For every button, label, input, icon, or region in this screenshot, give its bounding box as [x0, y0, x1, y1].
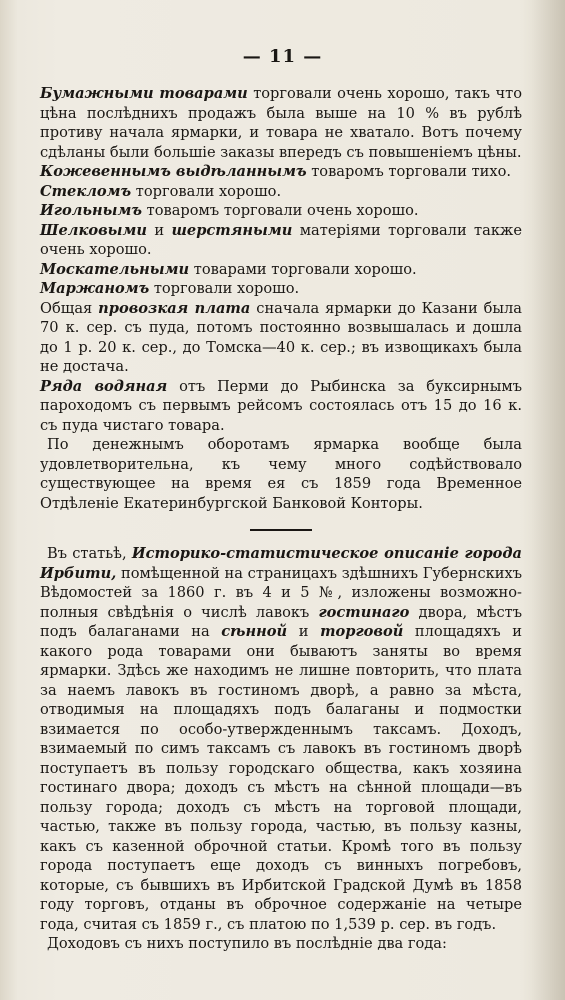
text-run: помѣщенной на страницахъ здѣшнихъ Губернскихъ Вѣдомостей за 1860 г. въ 4 и 5 №, изложены возможно-полныя свѣдѣнія о числѣ лавокъ	[40, 564, 522, 621]
italic-term: Шелковыми	[40, 221, 148, 239]
paragraph	[40, 201, 522, 221]
paragraph	[40, 84, 522, 162]
paragraph	[40, 260, 522, 280]
italic-term: гостинаго	[318, 603, 410, 621]
italic-term: шерстяными	[171, 221, 293, 239]
page-number: — 11 —	[242, 46, 323, 67]
paragraph	[40, 221, 522, 260]
text-run: товарами торговали хорошо.	[189, 260, 417, 278]
paragraph	[40, 544, 522, 934]
italic-term: Игольнымъ	[40, 202, 143, 219]
italic-term: торговой	[320, 623, 404, 640]
italic-term: Маржаномъ	[40, 280, 150, 297]
text-run: товаромъ торговали тихо.	[306, 163, 512, 180]
text-run: отъ Перми до Рыбинска за буксирнымъ пароходомъ съ первымъ рейсомъ состоялась отъ 15 до 16 к. съ пуда чистаго товара.	[40, 377, 522, 434]
text-run: матеріями торговали также очень хорошо.	[40, 221, 522, 258]
paragraph	[40, 299, 522, 377]
italic-term: Ряда водяная	[40, 377, 168, 395]
section-divider	[250, 529, 312, 531]
text-run: Общая	[40, 299, 99, 317]
italic-term: Историко-статистическое описаніе города Ирбити,	[40, 545, 522, 582]
paragraph	[40, 934, 522, 954]
text-run: торговали хорошо.	[131, 182, 282, 200]
text-run: По денежнымъ оборотамъ ярмарка вообще была удовлетворительна, къ чему много содѣйствовало существующее на время ея съ 1859 года Временное Отдѣленіе Екатеринбургской Банковой Конторы.	[40, 436, 522, 512]
text-run: двора, мѣстъ подъ балаганами на	[40, 603, 523, 640]
italic-term: Стекломъ	[40, 182, 132, 200]
italic-term: Бумажными товарами	[40, 85, 248, 102]
paragraph	[40, 435, 522, 513]
text-run: торговали хорошо.	[149, 280, 300, 297]
text-run: и	[147, 221, 172, 239]
italic-term: сѣнной	[221, 623, 288, 640]
text-run: товаромъ торговали очень хорошо.	[142, 202, 419, 219]
text-run: Въ статьѣ,	[47, 545, 132, 562]
text-run: и	[287, 623, 321, 640]
paragraph	[40, 162, 522, 182]
facing-page-shadow	[531, 0, 565, 1000]
text-run: Доходовъ съ нихъ поступило въ послѣдніе два года:	[47, 935, 447, 952]
italic-term: Кожевеннымъ выдѣланнымъ	[40, 163, 307, 180]
text-run: торговали очень хорошо, такъ что цѣна послѣднихъ продажъ была выше на 10 % въ рублѣ противу начала ярмарки, и товара не хватало. Вотъ почему сдѣланы были большіе заказы впередъ съ повышеніемъ цѣны.	[40, 85, 522, 161]
document-body	[40, 84, 522, 954]
paragraph	[40, 182, 522, 202]
text-run: площадяхъ и какого рода товарами они бываютъ заняты во время ярмарки. Здѣсь же находимъ не лишне повторить, что плата за наемъ лавокъ въ гостиномъ дворѣ, а равно за мѣста, отводимыя на площадяхъ подъ балаганы и подмостки взимается по особо-утвержденнымъ таксамъ. Доходъ, взимаемый по симъ таксамъ съ лавокъ въ гостиномъ дворѣ поступаетъ въ пользу городскаго общества, какъ хозяина гостинаго двора; доходъ съ мѣстъ на сѣнной площади—въ пользу города; доходъ съ мѣстъ на торговой площади, частью, также въ пользу города, частью, въ пользу казны, какъ съ казенной оброчной статьи. Кромѣ того въ пользу города поступаетъ еще доходъ съ винныхъ погребовъ, которые, съ бывшихъ въ Ирбитской Градской Думѣ въ 1858 году торговъ, отданы въ оброчное содержаніе на четыре года, считая съ 1859 г., съ платою по 1,539 р. сер. въ годъ.	[40, 623, 522, 933]
italic-term: Москательными	[40, 260, 190, 278]
paragraph	[40, 377, 522, 436]
paragraph	[40, 279, 522, 299]
text-run: сначала ярмарки до Казани была 70 к. сер. съ пуда, потомъ постоянно возвышалась и дошла до 1 р. 20 к. сер., до Томска—40 к. сер.; въ извощикахъ была не достача.	[40, 299, 522, 375]
italic-term: провозкая плата	[98, 299, 251, 317]
